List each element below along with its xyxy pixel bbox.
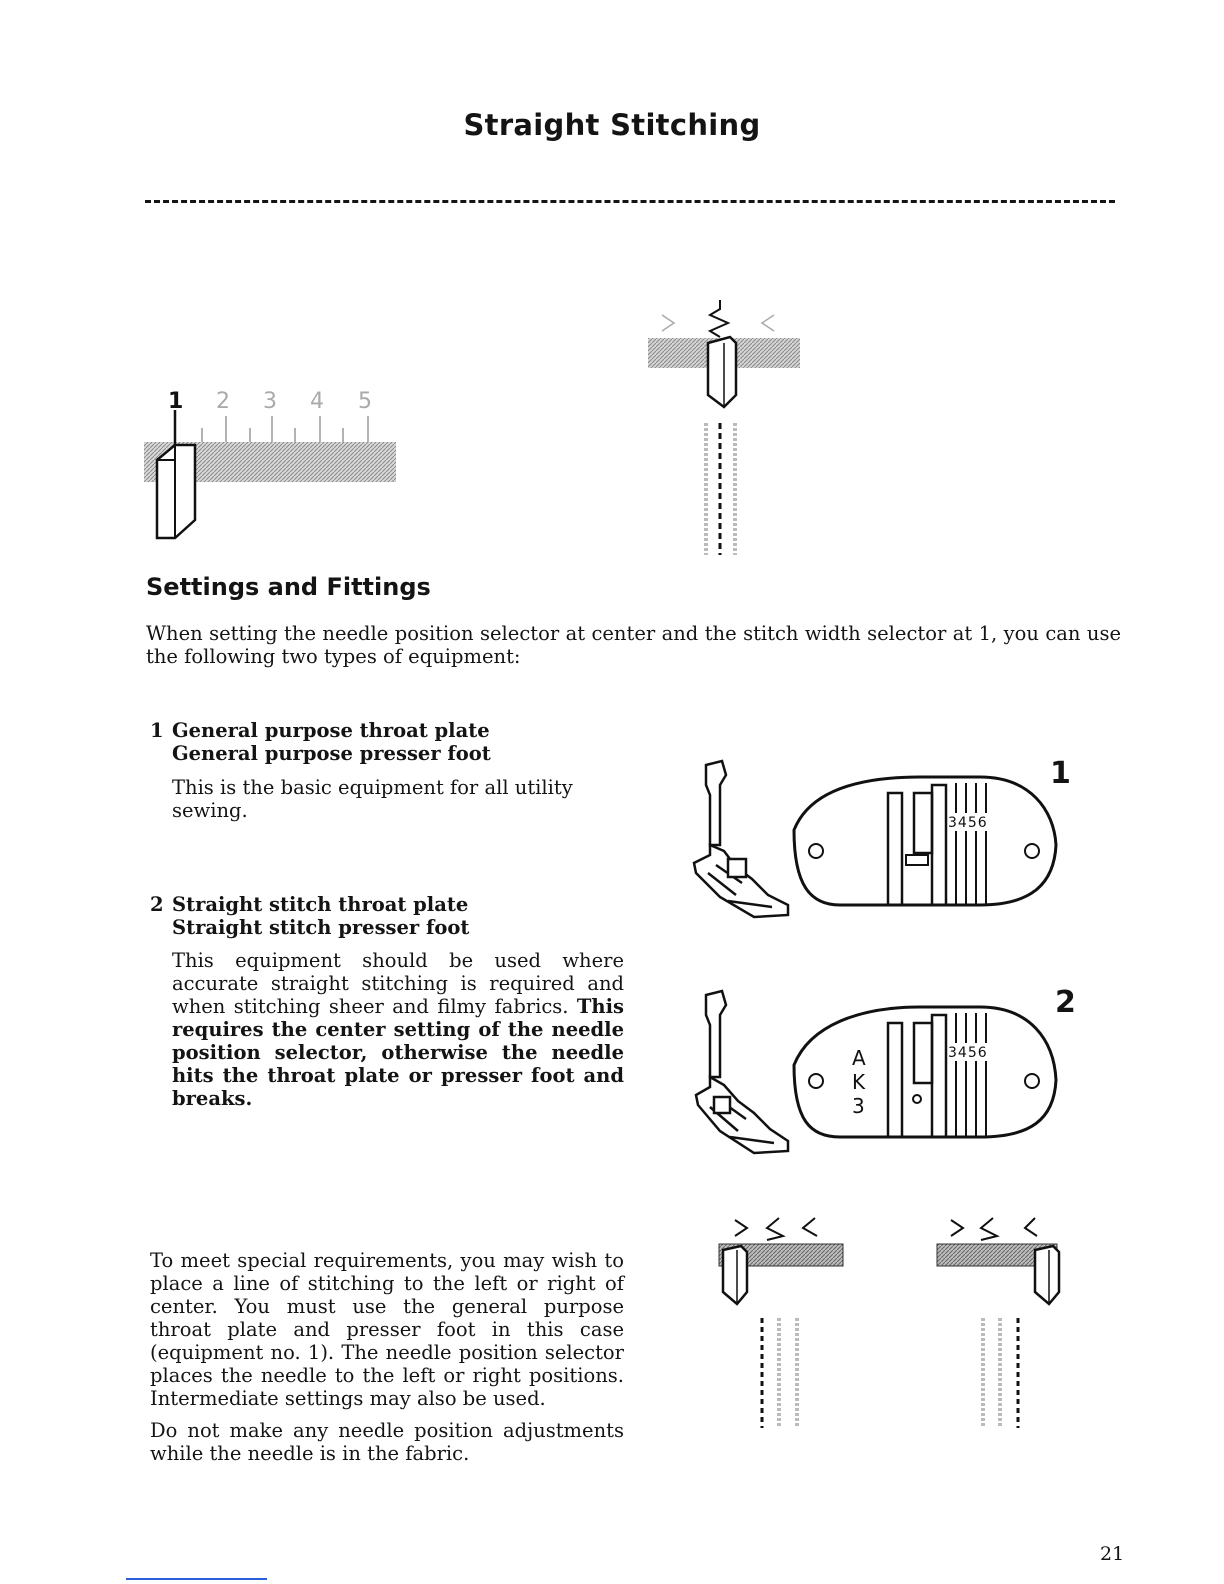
- plate-letter-k: K: [852, 1070, 866, 1094]
- straight-stitch-presser-foot: [696, 991, 788, 1153]
- item-1-number: 1: [150, 719, 164, 742]
- left-needle-position-diagram: [705, 1210, 855, 1435]
- title-divider: [145, 200, 1115, 203]
- item-1-heading-line1: General purpose throat plate: [172, 719, 490, 742]
- general-purpose-equipment-diagram: [680, 755, 1060, 925]
- item-2-heading-line2: Straight stitch presser foot: [172, 916, 470, 939]
- section-heading: Settings and Fittings: [146, 573, 431, 601]
- intro-paragraph: When setting the needle position selector at center and the stitch width selector at 1, you can use the following two types of equipment:: [146, 622, 1121, 668]
- general-purpose-presser-foot: [694, 761, 788, 917]
- special-requirements-paragraph: To meet special requirements, you may wish to place a line of stitching to the left or right of center. You must use the general purpose throat plate and presser foot in this case (equipment no. 1). The needle position selector places the needle to the left or right positions. Intermediate settings may also be used.: [150, 1249, 624, 1410]
- page-number: 21: [1100, 1543, 1125, 1565]
- needle-adjustment-warning: Do not make any needle position adjustments while the needle is in the fabric.: [150, 1419, 624, 1465]
- item-2-heading-line1: Straight stitch throat plate: [172, 893, 469, 916]
- needle-position-scale-diagram: [130, 380, 410, 550]
- item-2-description: [172, 949, 624, 1110]
- equipment-2-label: 2: [1055, 985, 1076, 1020]
- item-1-description: This is the basic equipment for all utility sewing.: [172, 776, 573, 822]
- item-2-description-plain: This equipment should be used where accurate straight stitching is required and when stitching sheer and filmy fabrics.: [172, 949, 624, 1018]
- footer-link-underline: [126, 1578, 267, 1580]
- page-title: Straight Stitching: [463, 108, 761, 142]
- plate-letter-3: 3: [852, 1094, 865, 1118]
- equipment-1-label: 1: [1050, 756, 1071, 791]
- scale-number-4: 4: [310, 389, 324, 414]
- straight-stitch-equipment-diagram: [680, 985, 1060, 1165]
- item-2-warning: This requires the center setting of the needle position selector, otherwise the needle hits the throat plate or presser foot and breaks.: [172, 995, 624, 1110]
- general-purpose-throat-plate: [794, 777, 1056, 905]
- plate-scale-1: 3456: [948, 815, 988, 831]
- straight-stitch-throat-plate: [794, 1007, 1056, 1137]
- item-1-heading-line2: General purpose presser foot: [172, 742, 491, 765]
- scale-number-3: 3: [263, 389, 277, 414]
- right-needle-position-diagram: [925, 1210, 1075, 1435]
- scale-number-5: 5: [358, 389, 372, 414]
- plate-scale-2: 3456: [948, 1045, 988, 1061]
- scale-number-1: 1: [168, 389, 184, 414]
- scale-number-2: 2: [216, 389, 230, 414]
- center-needle-diagram: [640, 295, 810, 560]
- plate-letter-a: A: [852, 1046, 866, 1070]
- item-2-number: 2: [150, 893, 164, 916]
